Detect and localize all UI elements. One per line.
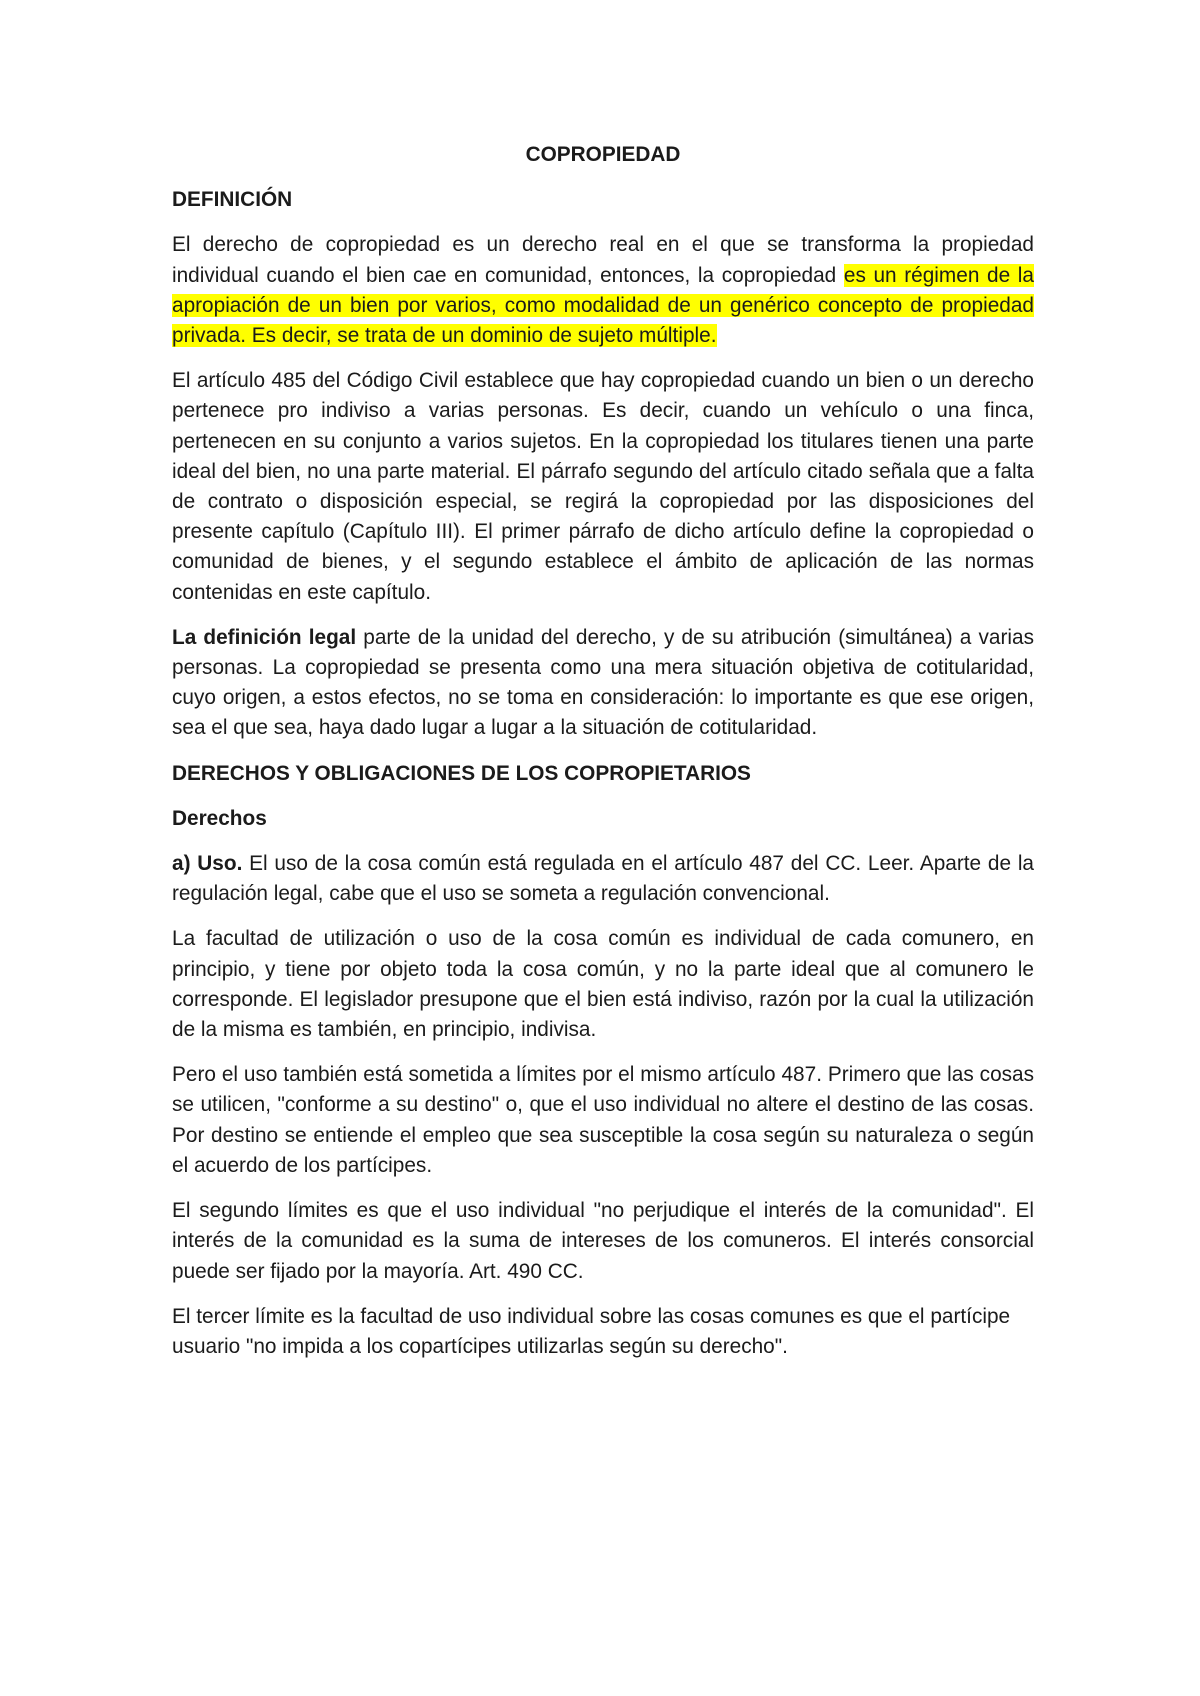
bold-lead-text: a) Uso.	[172, 852, 243, 876]
section-heading-definicion: DEFINICIÓN	[172, 188, 293, 212]
paragraph-article-485: El artículo 485 del Código Civil establece que hay copropiedad cuando un bien o un derecho pertenece pro indiviso a varias personas. Es decir, cuando un vehículo o una finca, pertenecen en su conjunto a varios sujetos. En la copropiedad los titulares tienen una parte ideal del bien, no una parte material. El párrafo segundo del artículo citado señala que a falta de contrato o disposición especial, se regirá la copropiedad por las disposiciones del presente capítulo (Capítulo III). El primer párrafo de dicho artículo define la copropiedad o comunidad de bienes, y el segundo establece el ámbito de aplicación de las normas contenidas en este capítulo.	[172, 369, 1034, 604]
paragraph-limites-segundo: El segundo límites es que el uso individual "no perjudique el interés de la comunidad". El interés de la comunidad es la suma de intereses de los comuneros. El interés consorcial puede ser fijado por la mayoría. Art. 490 CC.	[172, 1199, 1034, 1283]
paragraph-uso	[172, 849, 1034, 909]
paragraph-legal-definition	[172, 623, 1034, 744]
section-heading-derechos-obligaciones: DERECHOS Y OBLIGACIONES DE LOS COPROPIETARIOS	[172, 761, 751, 785]
highlighted-text: es un régimen de la apropiación de un bien por varios, como modalidad de un genérico concepto de propiedad privada. Es decir, se trata de un dominio de sujeto múltiple.	[172, 263, 1034, 348]
paragraph-definition	[172, 230, 1034, 351]
paragraph-limites-tercero: El tercer límite es la facultad de uso individual sobre las cosas comunes es que el partícipe usuario "no impida a los copartícipes utilizarlas según su derecho".	[172, 1304, 1011, 1358]
paragraph-definition-text: El derecho de copropiedad es un derecho real en el que se transforma la propiedad individual cuando el bien cae en comunidad, entonces, la copropiedad	[172, 233, 1034, 287]
document-page	[172, 140, 1034, 1377]
subheading-derechos: Derechos	[172, 806, 267, 830]
paragraph-limites-primero: Pero el uso también está sometida a límites por el mismo artículo 487. Primero que las cosas se utilicen, "conforme a su destino" o, que el uso individual no altere el destino de las cosas. Por destino se entiende el empleo que sea susceptible la cosa según su naturaleza o según el acuerdo de los partícipes.	[172, 1063, 1034, 1177]
bold-lead-text: La definición legal	[172, 625, 357, 649]
document-title: COPROPIEDAD	[525, 143, 681, 166]
paragraph-legal-definition-text: parte de la unidad del derecho, y de su atribución (simultánea) a varias personas. La copropiedad se presenta como una mera situación objetiva de cotitularidad, cuyo origen, a estos efectos, no se toma en consideración: lo importante es que ese origen, sea el que sea, haya dado lugar a lugar a la situación de cotitularidad.	[172, 625, 1034, 740]
paragraph-uso-text: El uso de la cosa común está regulada en el artículo 487 del CC. Leer. Aparte de la regulación legal, cabe que el uso se someta a regulación convencional.	[172, 852, 1035, 906]
paragraph-facultad: La facultad de utilización o uso de la cosa común es individual de cada comunero, en principio, y tiene por objeto toda la cosa común, y no la parte ideal que al comunero le corresponde. El legislador presupone que el bien está indiviso, razón por la cual la utilización de la misma es también, en principio, indivisa.	[172, 927, 1034, 1042]
